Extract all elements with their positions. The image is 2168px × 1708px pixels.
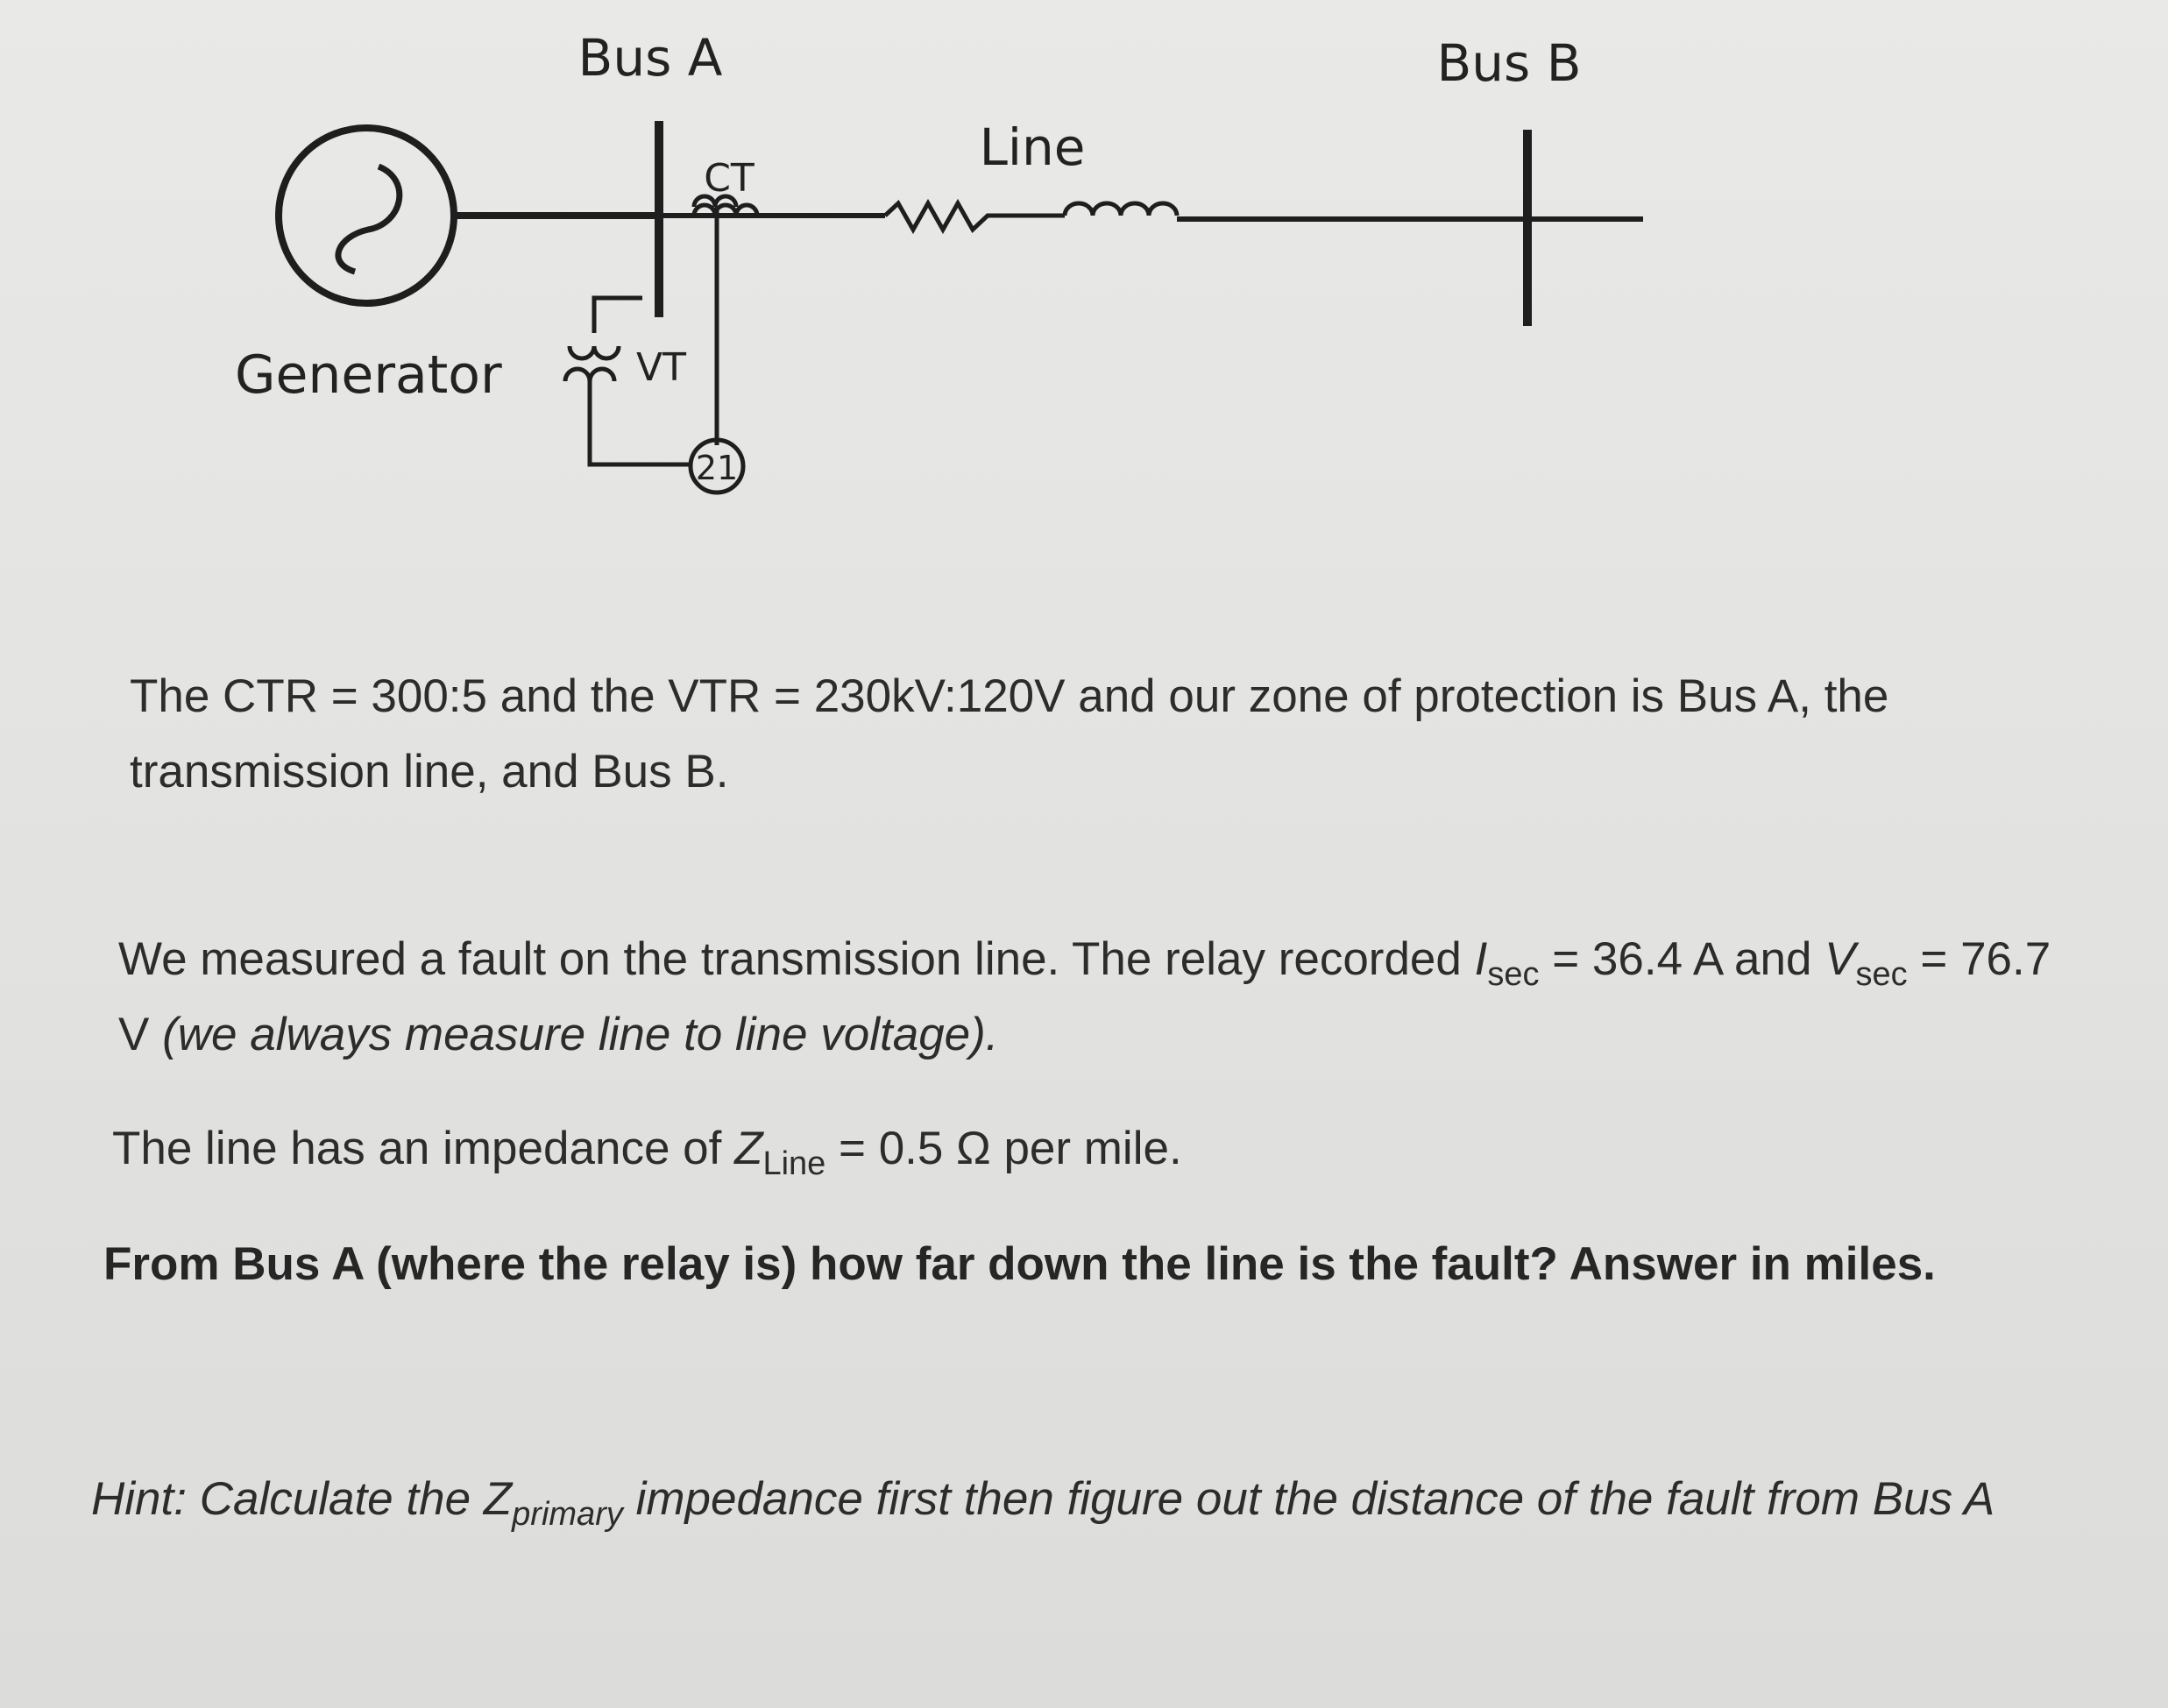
ct-label: CT <box>704 156 755 201</box>
generator-symbol <box>279 128 454 303</box>
line-impedance-paragraph <box>112 1111 2084 1187</box>
hint-rest: impedance first then figure out the distance of the fault from Bus A <box>622 1473 1995 1525</box>
line-impedance-symbol <box>885 203 1177 230</box>
vt-label: VT <box>636 345 686 390</box>
p2-note: (we always measure line to line voltage). <box>162 1009 999 1060</box>
p2-mid: = 36.4 A and <box>1539 933 1825 985</box>
hint-intro: Hint: Calculate the Z <box>91 1473 513 1525</box>
i-sec-symbol: I <box>1474 933 1488 985</box>
generator-label: Generator <box>235 344 502 406</box>
relay-number-label: 21 <box>695 449 739 487</box>
hint-paragraph <box>91 1462 2124 1537</box>
p2-eq: = 76.7 V <box>118 933 2051 1060</box>
z-line-symbol: Z <box>734 1123 763 1174</box>
relay-21 <box>691 440 743 493</box>
question-paragraph: From Bus A (where the relay is) how far down the line is the fault? Answer in miles. <box>103 1238 1936 1290</box>
p2-intro: We measured a fault on the transmission line. The relay recorded <box>118 933 1475 985</box>
v-sec-symbol: V <box>1824 933 1856 985</box>
z-line-subscript: Line <box>762 1145 826 1182</box>
z-primary-subscript: primary <box>512 1496 623 1533</box>
bus-a-label: Bus A <box>577 28 723 88</box>
i-sec-subscript: sec <box>1487 956 1540 993</box>
ct-symbol <box>694 196 757 445</box>
bus-b-label: Bus B <box>1436 33 1582 93</box>
ratios-paragraph: The CTR = 300:5 and the VTR = 230kV:120V and our zone of protection is Bus A, the transmission line, and Bus B. <box>130 670 1889 797</box>
line-label: Line <box>979 117 1086 177</box>
one-line-diagram <box>0 0 2168 613</box>
v-sec-subscript: sec <box>1855 956 1908 993</box>
fault-measurement-paragraph <box>118 922 2090 1073</box>
p3-intro: The line has an impedance of <box>112 1123 735 1174</box>
p3-value: = 0.5 Ω per mile. <box>825 1123 1182 1174</box>
